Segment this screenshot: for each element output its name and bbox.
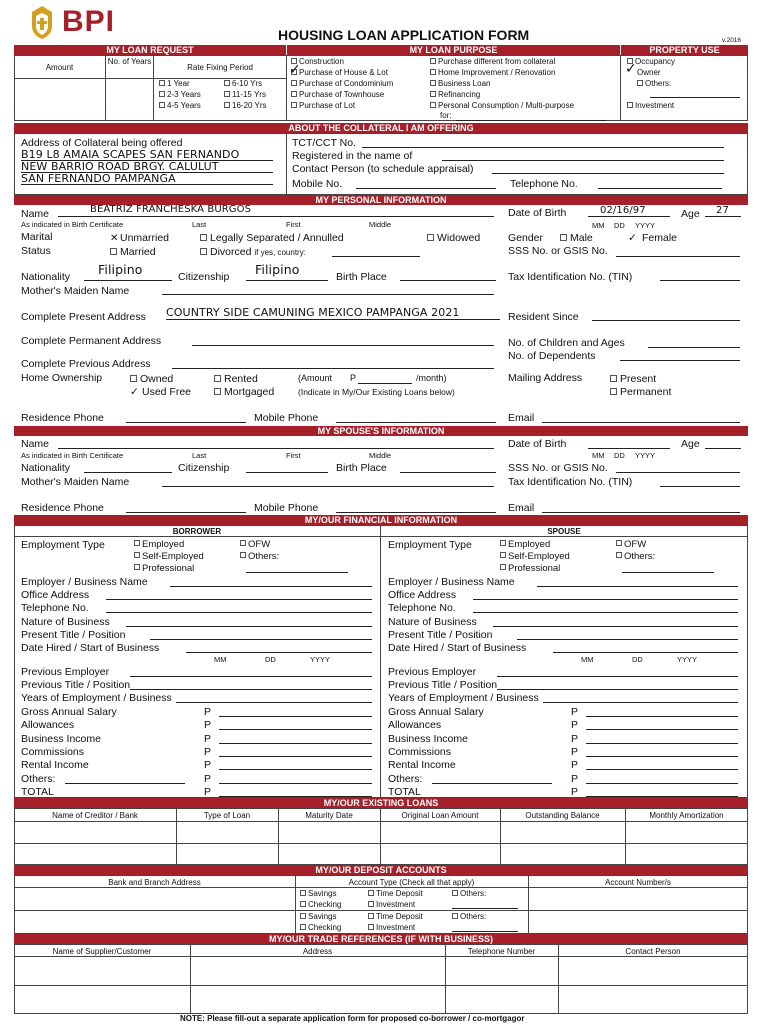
spouse-mobile-phone-field[interactable] <box>336 512 496 513</box>
ownership-mortgaged[interactable]: Mortgaged <box>214 386 274 398</box>
collateral-address-line2[interactable]: NEW BARRIO ROAD BRGY. CALULUT <box>21 160 219 173</box>
deposit-2-others-field[interactable] <box>452 931 518 932</box>
spouse-commissions-peso: P <box>571 745 579 758</box>
borrower-rental-peso: P <box>204 759 212 772</box>
purpose-different-collateral[interactable]: Purchase different from collateral <box>430 57 555 67</box>
purpose-townhouse[interactable]: Purchase of Townhouse <box>291 90 384 100</box>
borrower-gross-peso: P <box>204 706 212 718</box>
spouse-citizenship-field[interactable] <box>246 472 328 473</box>
use-others[interactable]: Others: <box>637 79 671 89</box>
section-header-collateral: ABOUT THE COLLATERAL I AM OFFERING <box>14 123 748 133</box>
spouse-date-hired-label: Date Hired / Start of Business <box>388 642 527 654</box>
spouse-office-field[interactable] <box>473 599 738 600</box>
tct-label: TCT/CCT No. <box>292 137 356 149</box>
borrower-total-peso: P <box>204 785 212 798</box>
borrower-commissions-field[interactable] <box>219 756 372 757</box>
birthplace-field[interactable] <box>400 280 496 281</box>
purpose-lot[interactable]: Purchase of Lot <box>291 101 355 111</box>
borrower-others-income-desc[interactable] <box>65 783 185 784</box>
name-value[interactable]: BEATRIZ FRANCHESKA BURGOS <box>90 204 252 215</box>
purpose-house-lot[interactable]: Purchase of House & Lot <box>291 68 388 78</box>
section-header-existing-loans: MY/OUR EXISTING LOANS <box>14 798 748 808</box>
sss-field[interactable] <box>616 256 740 257</box>
spouse-total-peso: P <box>571 785 579 798</box>
deposit-1-others-field[interactable] <box>452 908 518 909</box>
spouse-emp-professional[interactable]: Professional <box>500 564 560 574</box>
house-lot-check-icon: ✓ <box>289 62 301 78</box>
dependents-label: No. of Dependents <box>508 350 596 362</box>
account-number-header: Account Number/s <box>605 878 671 887</box>
marital-divorced[interactable]: Divorced if yes, country: <box>200 246 306 259</box>
borrower-gross-field[interactable] <box>219 716 372 717</box>
borrower-telephone-field[interactable] <box>106 612 372 613</box>
spouse-birthplace-field[interactable] <box>400 472 496 473</box>
marital-legally-separated[interactable]: Legally Separated / Annulled <box>200 232 344 244</box>
spouse-business-income-field[interactable] <box>586 743 738 744</box>
borrower-total-label: TOTAL <box>21 785 54 798</box>
borrower-header: BORROWER <box>172 527 222 536</box>
purpose-home-improvement[interactable]: Home Improvement / Renovation <box>430 68 555 78</box>
loans-header-4: Outstanding Balance <box>525 811 600 820</box>
section-header-loan-request: MY LOAN REQUEST <box>14 45 286 55</box>
deposit-2-savings[interactable]: Savings <box>300 912 336 922</box>
spouse-gross-field[interactable] <box>586 716 738 717</box>
gender-male[interactable]: Male <box>560 232 593 244</box>
spouse-email-field[interactable] <box>542 512 740 513</box>
spouse-emp-employed[interactable]: Employed <box>500 540 550 550</box>
ownership-owned[interactable]: Owned <box>130 373 173 385</box>
nationality-label: Nationality <box>21 271 71 283</box>
rate-4-5-years[interactable]: 4-5 Years <box>159 101 201 111</box>
section-header-spouse: MY SPOUSE'S INFORMATION <box>14 426 748 436</box>
rate-2-3-years[interactable]: 2-3 Years <box>159 90 201 100</box>
borrower-date-yyyy: YYYY <box>310 655 331 664</box>
spouse-allowances-field[interactable] <box>586 729 738 730</box>
previous-address-label: Complete Previous Address <box>21 358 151 370</box>
deposit-2-investment[interactable]: Investment <box>368 923 415 933</box>
mailing-permanent[interactable]: Permanent <box>610 386 671 398</box>
loans-header-5: Monthly Amortization <box>649 811 724 820</box>
borrower-business-income-label: Business Income <box>21 732 101 745</box>
borrower-employment-type-label: Employment Type <box>21 539 105 551</box>
spouse-telephone-field[interactable] <box>473 612 738 613</box>
spouse-total-label: TOTAL <box>388 785 421 798</box>
bpi-crest-icon <box>28 4 56 40</box>
spouse-employment-type-label: Employment Type <box>388 539 472 551</box>
deposit-1-others[interactable]: Others: <box>452 889 486 899</box>
collateral-address-label: Address of Collateral being offered <box>21 137 183 149</box>
spouse-employer-field[interactable] <box>537 586 738 587</box>
borrower-nature-field[interactable] <box>126 626 372 627</box>
spouse-date-dd: DD <box>632 655 643 664</box>
rate-1-year[interactable]: 1 Year <box>159 79 190 89</box>
previous-address-field[interactable] <box>172 368 494 369</box>
purpose-personal-consumption[interactable]: Personal Consumption / Multi-purpose <box>430 101 574 111</box>
purpose-refinancing[interactable]: Refinancing <box>430 90 480 100</box>
rate-header: Rate Fixing Period <box>187 63 253 72</box>
trade-header-0: Name of Supplier/Customer <box>52 947 152 956</box>
residence-phone-field[interactable] <box>126 422 246 423</box>
borrower-business-income-field[interactable] <box>219 743 372 744</box>
section-header-loan-purpose: MY LOAN PURPOSE <box>287 45 620 55</box>
bpi-logo <box>28 4 138 40</box>
dob-value[interactable]: 02/16/97 <box>600 205 646 216</box>
spouse-prev-title-field[interactable] <box>497 689 738 690</box>
spouse-total-field[interactable] <box>586 796 738 797</box>
spouse-others-field[interactable] <box>622 572 714 573</box>
marital-unmarried[interactable]: ✕ Unmarried <box>110 232 170 244</box>
spouse-title-label: Present Title / Position <box>388 629 493 641</box>
borrower-allowances-peso: P <box>204 719 212 732</box>
mobile-phone-field[interactable] <box>336 422 496 423</box>
borrower-prev-title-label: Previous Title / Position <box>21 679 131 691</box>
spouse-office-label: Office Address <box>388 589 457 601</box>
spouse-dob-field[interactable] <box>588 448 670 449</box>
borrower-emp-professional[interactable]: Professional <box>134 564 194 574</box>
section-header-deposit: MY/OUR DEPOSIT ACCOUNTS <box>14 865 748 875</box>
use-owner[interactable]: Owner <box>637 68 661 77</box>
borrower-others-income-field[interactable] <box>219 783 372 784</box>
contact-person-label: Contact Person (to schedule appraisal) <box>292 163 474 175</box>
trade-header-3: Contact Person <box>625 947 681 956</box>
spouse-prev-title-label: Previous Title / Position <box>388 679 498 691</box>
use-investment[interactable]: Investment <box>627 101 674 111</box>
birthplace-label: Birth Place <box>336 271 387 283</box>
spouse-allowances-label: Allowances <box>388 719 442 732</box>
borrower-allowances-field[interactable] <box>219 729 372 730</box>
spouse-name-field[interactable] <box>58 448 494 449</box>
resident-since-field[interactable] <box>592 320 740 321</box>
form-version: v.2016 <box>722 37 742 44</box>
tin-field[interactable] <box>660 280 740 281</box>
spouse-allowances-peso: P <box>571 719 579 732</box>
collateral-telephone-label: Telephone No. <box>510 178 578 190</box>
age-label: Age <box>681 208 700 220</box>
spouse-prev-employer-label: Previous Employer <box>388 666 477 678</box>
spouse-others-income-field[interactable] <box>586 783 738 784</box>
account-type-header: Account Type (Check all that apply) <box>348 878 475 887</box>
section-header-personal: MY PERSONAL INFORMATION <box>14 195 748 205</box>
purpose-business-loan[interactable]: Business Loan <box>430 79 490 89</box>
deposit-1-investment[interactable]: Investment <box>368 900 415 910</box>
purpose-for-label: for: <box>440 111 452 120</box>
name-label: Name <box>21 208 50 220</box>
borrower-date-dd: DD <box>265 655 276 664</box>
borrower-years-field[interactable] <box>176 702 372 703</box>
borrower-date-hired-field[interactable] <box>186 652 372 653</box>
spouse-emp-self-employed[interactable]: Self-Employed <box>500 552 570 562</box>
deposit-2-time-deposit[interactable]: Time Deposit <box>368 912 423 922</box>
spouse-others-income-peso: P <box>571 772 579 785</box>
trade-header-1: Address <box>302 947 333 956</box>
marital-widowed[interactable]: Widowed <box>427 232 480 244</box>
dependents-field[interactable] <box>620 360 740 361</box>
mailing-present[interactable]: Present <box>610 373 656 385</box>
borrower-business-income-peso: P <box>204 732 212 745</box>
spouse-years-label: Years of Employment / Business <box>388 692 539 704</box>
nationality-value[interactable]: Filipino <box>98 262 143 277</box>
amount-header: Amount <box>45 63 74 72</box>
collateral-mobile-field[interactable] <box>356 188 496 189</box>
borrower-office-label: Office Address <box>21 589 90 601</box>
spouse-fin-header: SPOUSE <box>547 527 581 536</box>
spouse-emp-ofw[interactable]: OFW <box>616 540 646 550</box>
spouse-emp-others[interactable]: Others: <box>616 552 655 562</box>
use-occupancy[interactable]: Occupancy <box>627 57 675 67</box>
loans-header-2: Maturity Date <box>305 811 353 820</box>
borrower-date-mm: MM <box>214 655 227 664</box>
borrower-telephone-label: Telephone No. <box>21 602 89 614</box>
borrower-rental-field[interactable] <box>219 769 372 770</box>
spouse-tin-field[interactable] <box>660 486 740 487</box>
borrower-employer-field[interactable] <box>170 586 372 587</box>
bpi-wordmark: BPI <box>62 5 116 38</box>
children-field[interactable] <box>648 347 740 348</box>
citizenship-value[interactable]: Filipino <box>255 262 300 277</box>
rate-11-15-yrs[interactable]: 11-15 Yrs <box>224 90 266 100</box>
birth-cert-note: As indicated in Birth Certificate <box>21 220 124 229</box>
borrower-emp-self-employed[interactable]: Self-Employed <box>134 552 204 562</box>
spouse-others-income-label: Others: <box>388 772 423 785</box>
borrower-prev-employer-field[interactable] <box>130 676 372 677</box>
borrower-emp-others[interactable]: Others: <box>240 552 279 562</box>
borrower-nature-label: Nature of Business <box>21 616 110 628</box>
section-header-financial: MY/OUR FINANCIAL INFORMATION <box>14 515 748 525</box>
permanent-address-label: Complete Permanent Address <box>21 335 162 347</box>
age-value[interactable]: 27 <box>716 205 729 216</box>
spouse-others-income-desc[interactable] <box>432 783 552 784</box>
spouse-nature-field[interactable] <box>493 626 738 627</box>
mother-field[interactable] <box>162 294 494 295</box>
spouse-business-income-peso: P <box>571 732 579 745</box>
spouse-title-field[interactable] <box>517 639 738 640</box>
citizenship-label: Citizenship <box>178 271 230 283</box>
spouse-gross-label: Gross Annual Salary <box>388 706 484 718</box>
spouse-mother-field[interactable] <box>162 486 494 487</box>
spouse-date-hired-field[interactable] <box>553 652 738 653</box>
borrower-title-field[interactable] <box>150 639 372 640</box>
collateral-telephone-field[interactable] <box>598 188 722 189</box>
purpose-condominium[interactable]: Purchase of Condominium <box>291 79 393 89</box>
mother-label: Mother's Maiden Name <box>21 285 130 297</box>
mobile-phone-label: Mobile Phone <box>254 412 319 424</box>
dob-label: Date of Birth <box>508 207 567 219</box>
loans-header-1: Type of Loan <box>203 811 251 820</box>
bank-branch-header: Bank and Branch Address <box>108 878 201 887</box>
sss-label: SSS No. or GSIS No. <box>508 245 608 257</box>
resident-since-label: Resident Since <box>508 311 579 323</box>
years-header: No. of Years <box>107 57 152 66</box>
section-header-trade-refs: MY/OUR TRADE REFERENCES (IF WITH BUSINESS) <box>14 934 748 944</box>
contact-person-field[interactable] <box>492 173 724 174</box>
owner-check-icon: ✓ <box>625 61 637 77</box>
borrower-allowances-label: Allowances <box>21 719 75 732</box>
borrower-rental-label: Rental Income <box>21 759 89 772</box>
borrower-emp-employed[interactable]: Employed <box>134 540 184 550</box>
borrower-others-field[interactable] <box>246 572 348 573</box>
borrower-prev-employer-label: Previous Employer <box>21 666 110 678</box>
footer-note: NOTE: Please fill-out a separate application form for proposed co-borrower / co-mortgagor <box>180 1014 525 1023</box>
borrower-office-field[interactable] <box>106 599 372 600</box>
present-address-value[interactable]: COUNTRY SIDE CAMUNING MEXICO PAMPANGA 2021 <box>166 306 460 319</box>
email-field[interactable] <box>542 422 740 423</box>
spouse-date-mm: MM <box>581 655 594 664</box>
collateral-address-line3[interactable]: SAN FERNANDO PAMPANGA <box>21 172 176 185</box>
form-title: HOUSING LOAN APPLICATION FORM <box>278 27 530 43</box>
spouse-nature-label: Nature of Business <box>388 616 477 628</box>
spouse-rental-peso: P <box>571 759 579 772</box>
rate-6-10-yrs[interactable]: 6-10 Yrs <box>224 79 262 89</box>
registered-label: Registered in the name of <box>292 150 413 162</box>
borrower-others-income-label: Others: <box>21 772 56 785</box>
marital-married[interactable]: Married <box>110 246 156 258</box>
children-label: No. of Children and Ages <box>508 337 625 349</box>
spouse-employer-label: Employer / Business Name <box>388 576 515 588</box>
spouse-commissions-field[interactable] <box>586 756 738 757</box>
gender-female[interactable]: ✓ Female <box>628 232 678 244</box>
rent-amount-field[interactable] <box>358 383 412 384</box>
spouse-gross-peso: P <box>571 706 579 718</box>
spouse-rental-label: Rental Income <box>388 759 456 772</box>
deposit-2-checking[interactable]: Checking <box>300 923 341 933</box>
tct-field[interactable] <box>362 147 724 148</box>
borrower-commissions-label: Commissions <box>21 745 85 758</box>
borrower-years-label: Years of Employment / Business <box>21 692 172 704</box>
borrower-employer-label: Employer / Business Name <box>21 576 148 588</box>
deposit-2-others[interactable]: Others: <box>452 912 486 922</box>
loans-header-3: Original Loan Amount <box>401 811 479 820</box>
present-address-label: Complete Present Address <box>21 311 146 323</box>
deposit-1-savings[interactable]: Savings <box>300 889 336 899</box>
loans-header-0: Name of Creditor / Bank <box>52 811 138 820</box>
rate-16-20-yrs[interactable]: 16-20 Yrs <box>224 101 267 111</box>
spouse-residence-phone-field[interactable] <box>126 512 246 513</box>
tin-label: Tax Identification No. (TIN) <box>508 271 633 283</box>
borrower-prev-title-field[interactable] <box>130 689 372 690</box>
section-header-property-use: PROPERTY USE <box>621 45 748 55</box>
permanent-address-field[interactable] <box>192 345 494 346</box>
collateral-address-line1[interactable]: B19 L8 AMAIA SCAPES SAN FERNANDO <box>21 148 240 161</box>
collateral-mobile-label: Mobile No. <box>292 178 343 190</box>
borrower-total-field[interactable] <box>219 796 372 797</box>
spouse-business-income-label: Business Income <box>388 732 468 745</box>
ownership-rented[interactable]: Rented <box>214 373 258 385</box>
borrower-date-hired-label: Date Hired / Start of Business <box>21 642 160 654</box>
spouse-rental-field[interactable] <box>586 769 738 770</box>
spouse-sss-field[interactable] <box>616 472 740 473</box>
spouse-nationality-field[interactable] <box>84 472 172 473</box>
trade-header-2: Telephone Number <box>467 947 536 956</box>
spouse-date-yyyy: YYYY <box>677 655 698 664</box>
borrower-others-income-peso: P <box>204 772 212 785</box>
spouse-telephone-label: Telephone No. <box>388 602 456 614</box>
purpose-construction[interactable]: Construction <box>291 57 344 67</box>
spouse-prev-employer-field[interactable] <box>497 676 738 677</box>
borrower-commissions-peso: P <box>204 745 212 758</box>
email-label: Email <box>508 412 535 424</box>
deposit-1-checking[interactable]: Checking <box>300 900 341 910</box>
deposit-1-time-deposit[interactable]: Time Deposit <box>368 889 423 899</box>
residence-phone-label: Residence Phone <box>21 412 104 424</box>
spouse-age-field[interactable] <box>705 448 741 449</box>
ownership-used-free[interactable]: ✓ Used Free <box>130 386 192 398</box>
spouse-commissions-label: Commissions <box>388 745 452 758</box>
borrower-title-label: Present Title / Position <box>21 629 126 641</box>
borrower-gross-label: Gross Annual Salary <box>21 706 117 718</box>
registered-field[interactable] <box>442 160 724 161</box>
spouse-years-field[interactable] <box>543 702 738 703</box>
borrower-emp-ofw[interactable]: OFW <box>240 540 270 550</box>
